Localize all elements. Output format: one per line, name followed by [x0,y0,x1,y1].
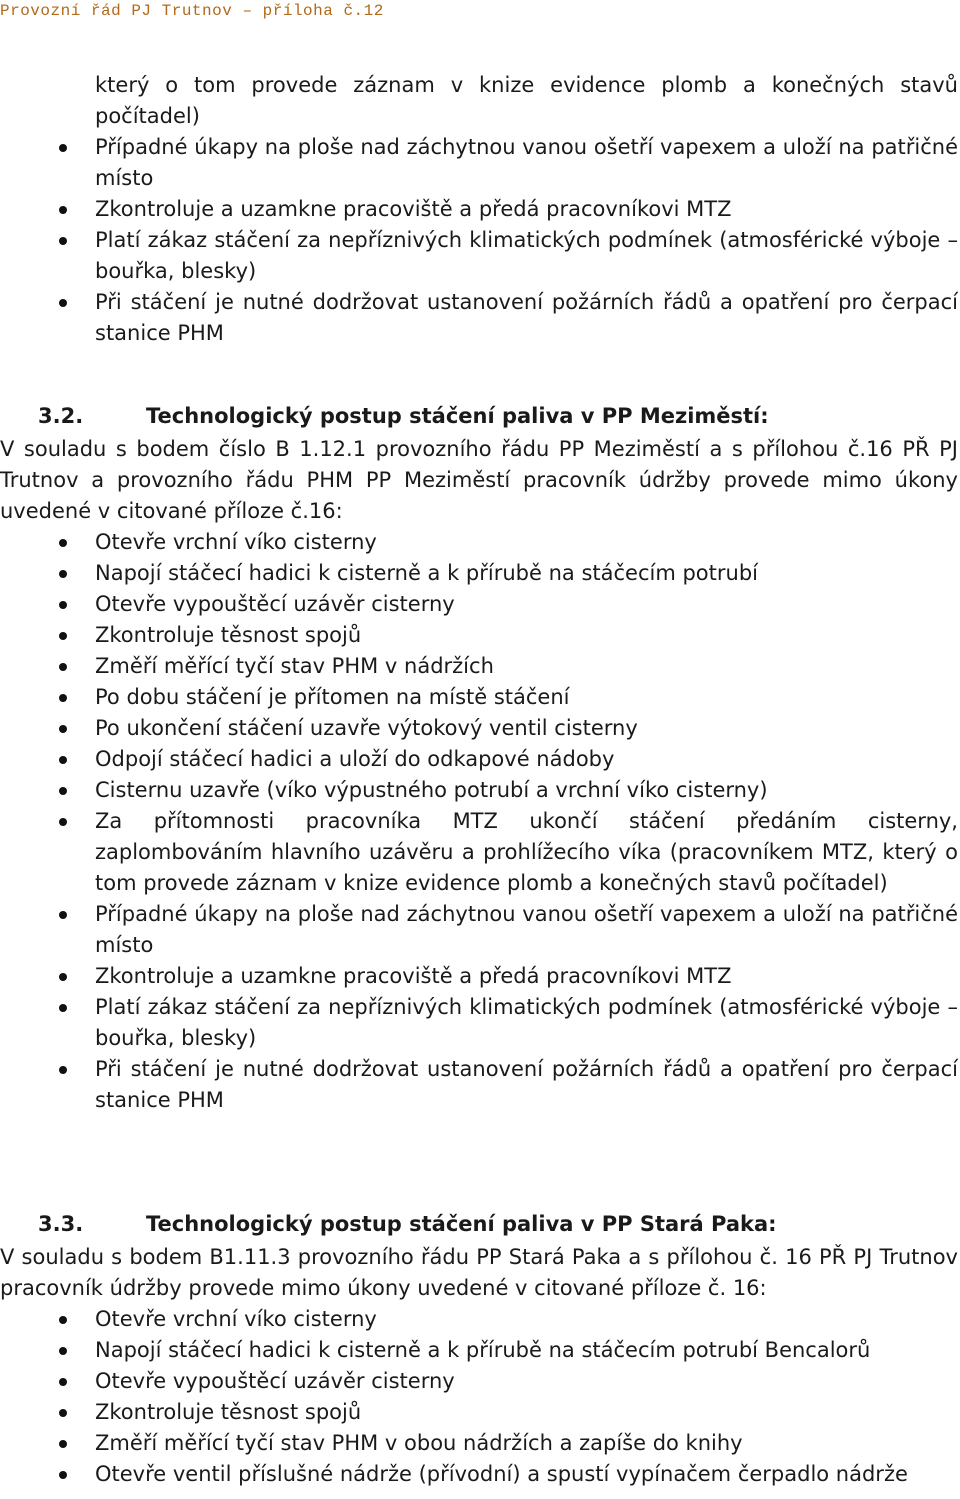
list-item: Platí zákaz stáčení za nepříznivých klimatických podmínek (atmosférické výboje – bouřka, blesky) [0,992,960,1054]
list-item: Odpojí stáčecí hadici a uloží do odkapové nádoby [0,744,960,775]
top-continued-list [0,70,960,349]
list-item: Při stáčení je nutné dodržovat ustanovení požárních řádů a opatření pro čerpací stanice PHM [0,1054,960,1116]
list-item: Otevře ventil příslušné nádrže (přívodní) a spustí vypínačem čerpadlo nádrže [0,1459,960,1490]
list-item: Napojí stáčecí hadici k cisterně a k přírubě na stáčecím potrubí Bencalorů [0,1335,960,1366]
top-continued-list-block [0,70,960,349]
list-item: Otevře vrchní víko cisterny [0,1304,960,1335]
list-item: Napojí stáčecí hadici k cisterně a k přírubě na stáčecím potrubí [0,558,960,589]
section-3-2-list [0,527,960,1116]
list-item: Cisternu uzavře (víko výpustného potrubí a vrchní víko cisterny) [0,775,960,806]
section-3-3 [0,1206,960,1490]
list-item: Zkontroluje a uzamkne pracoviště a předá pracovníkovi MTZ [0,961,960,992]
list-item: Zkontroluje těsnost spojů [0,620,960,651]
section-3-3-list [0,1304,960,1490]
running-header: Provozní řád PJ Trutnov – příloha č.12 [0,2,384,20]
list-item: Za přítomnosti pracovníka MTZ ukončí stáčení předáním cisterny, zaplombováním hlavního uzávěru a prohlížecího víka (pracovníkem MTZ, který o tom provede záznam v knize evidence plomb a konečných stavů počítadel) [0,806,960,899]
list-item: Otevře vypouštěcí uzávěr cisterny [0,589,960,620]
section-number: 3.2. [38,404,84,428]
list-item: Platí zákaz stáčení za nepříznivých klimatických podmínek (atmosférické výboje – bouřka, blesky) [0,225,960,287]
list-item: Zkontroluje těsnost spojů [0,1397,960,1428]
section-intro: V souladu s bodem číslo B 1.12.1 provozního řádu PP Meziměstí a s přílohou č.16 PŘ PJ Trutnov a provozního řádu PHM PP Meziměstí pracovník údržby provede mimo úkony uvedené v citované příloze č.16: [0,437,958,523]
section-title: Technologický postup stáčení paliva v PP Meziměstí: [146,404,769,428]
list-item: Případné úkapy na ploše nad záchytnou vanou ošetří vapexem a uloží na patřičné místo [0,899,960,961]
list-item: Při stáčení je nutné dodržovat ustanovení požárních řádů a opatření pro čerpací stanice PHM [0,287,960,349]
section-heading [0,1206,960,1242]
list-item: Po dobu stáčení je přítomen na místě stáčení [0,682,960,713]
list-item: Otevře vrchní víko cisterny [0,527,960,558]
list-item: Případné úkapy na ploše nad záchytnou vanou ošetří vapexem a uloží na patřičné místo [0,132,960,194]
section-title: Technologický postup stáčení paliva v PP Stará Paka: [146,1212,777,1236]
list-item: Otevře vypouštěcí uzávěr cisterny [0,1366,960,1397]
section-number: 3.3. [38,1212,84,1236]
section-3-2 [0,398,960,1116]
list-item: Po ukončení stáčení uzavře výtokový ventil cisterny [0,713,960,744]
list-item: který o tom provede záznam v knize evidence plomb a konečných stavů počítadel) [95,73,958,128]
list-item: Změří měřící tyčí stav PHM v nádržích [0,651,960,682]
list-item: Změří měřící tyčí stav PHM v obou nádržích a zapíše do knihy [0,1428,960,1459]
list-item: Zkontroluje a uzamkne pracoviště a předá pracovníkovi MTZ [0,194,960,225]
section-intro: V souladu s bodem B1.11.3 provozního řádu PP Stará Paka a s přílohou č. 16 PŘ PJ Trutnov pracovník údržby provede mimo úkony uvedené v citované příloze č. 16: [0,1245,958,1300]
section-heading [0,398,960,434]
